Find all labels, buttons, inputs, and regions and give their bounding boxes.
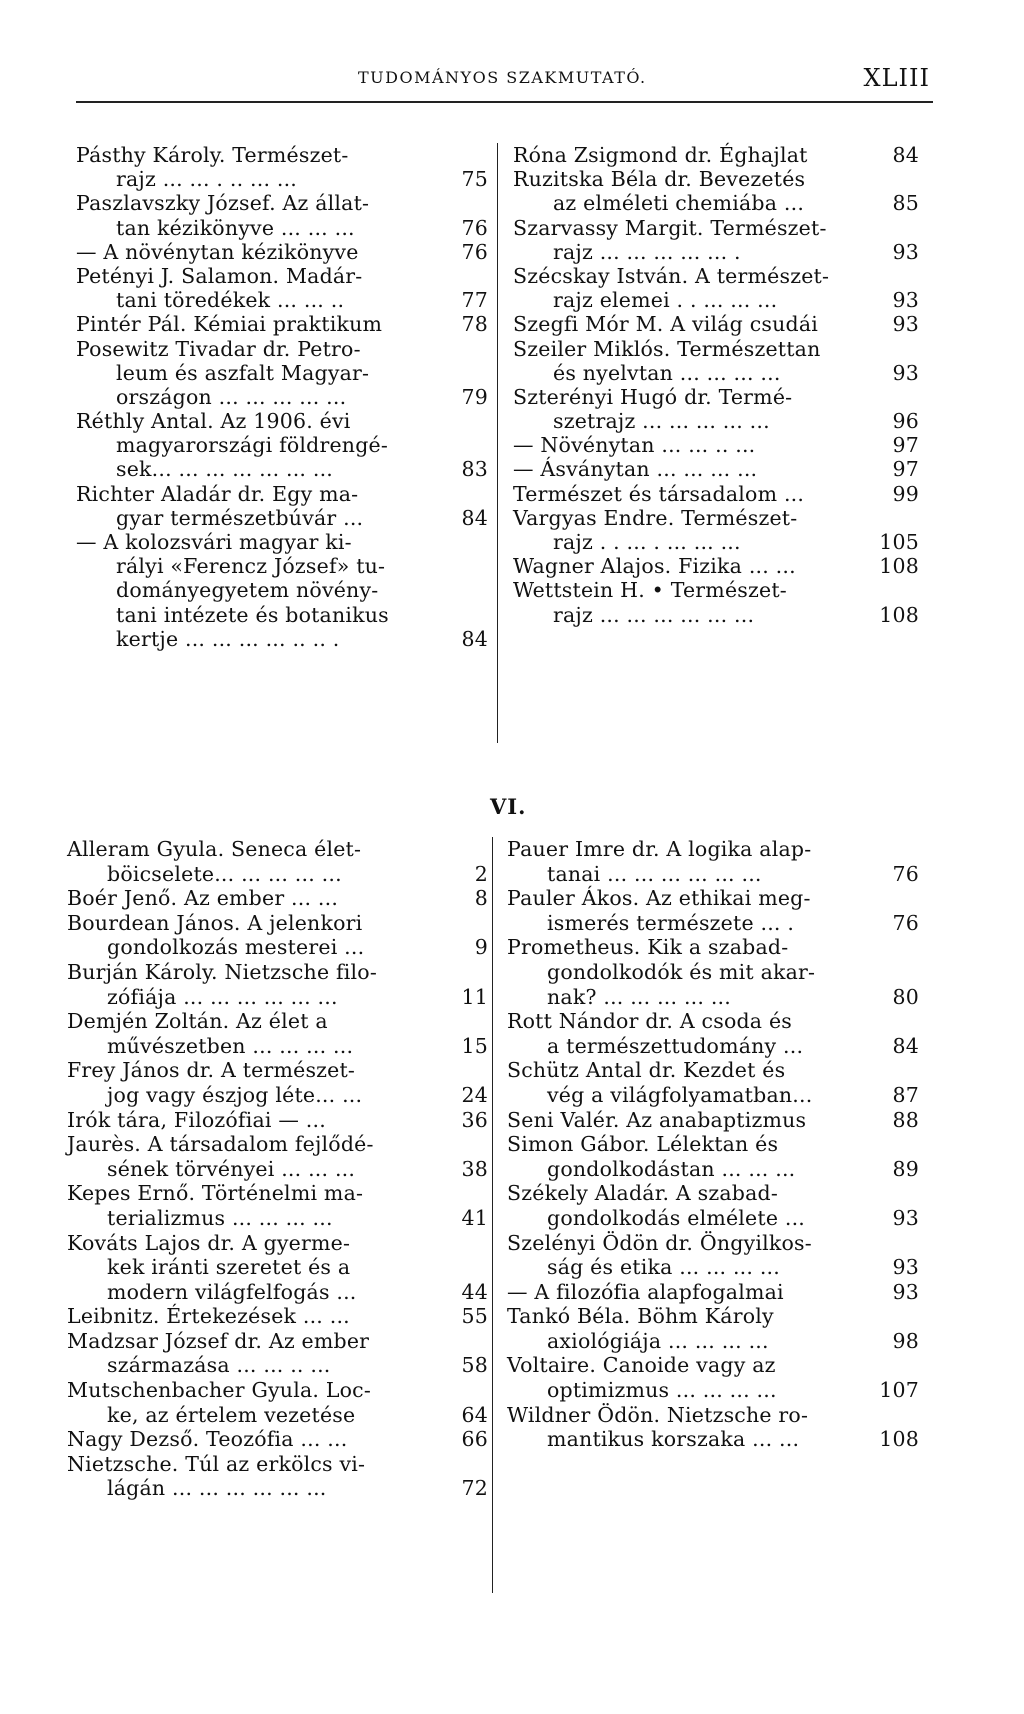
entry-title-line xyxy=(76,264,488,288)
entry-continuation-line xyxy=(513,409,919,433)
entry-text: Richter Aladár dr. Egy ma- xyxy=(76,481,359,506)
entry-text: Szterényi Hugó dr. Termé- xyxy=(513,384,793,409)
entry-page-number: 87 xyxy=(892,1082,919,1107)
entry-title-line xyxy=(67,960,488,985)
entry-page-number: 41 xyxy=(461,1205,488,1230)
entry-text: — Ásványtan ... ... ... ... xyxy=(513,457,758,482)
entry-text: — A filozófia alapfogalmai xyxy=(507,1279,784,1304)
index-column-bottom-right xyxy=(507,837,919,1452)
entry-page-number: 66 xyxy=(461,1427,488,1452)
entry-text: ság és etika ... ... ... ... xyxy=(547,1255,780,1280)
entry-page-number: 84 xyxy=(461,505,488,530)
entry-text: Voltaire. Canoide vagy az xyxy=(507,1353,776,1378)
entry-page-number: 84 xyxy=(461,626,488,651)
entry-text: és nyelvtan ... ... ... ... xyxy=(553,360,781,385)
entry-title-line xyxy=(76,191,488,215)
entry-page-number: 36 xyxy=(461,1107,488,1132)
index-entry xyxy=(513,482,919,506)
index-entry xyxy=(76,482,488,530)
entry-text: — Növénytan ... ... .. ... xyxy=(513,433,756,458)
entry-text: Szegfi Mór M. A világ csudái xyxy=(513,312,819,337)
index-entry xyxy=(67,960,488,1009)
entry-text: rajz ... ... ... ... ... . xyxy=(553,239,741,264)
entry-page-number: 75 xyxy=(461,167,488,192)
entry-continuation-line xyxy=(67,1476,488,1501)
index-entry xyxy=(507,1108,919,1133)
index-entry xyxy=(513,578,919,626)
entry-title-line xyxy=(507,1181,919,1206)
entry-text: kek iránti szeretet és a xyxy=(107,1255,351,1280)
entry-title-line xyxy=(513,216,919,240)
index-entry xyxy=(507,935,919,1009)
entry-page-number: 97 xyxy=(892,457,919,482)
entry-text: Wettstein H. • Természet- xyxy=(513,578,787,603)
entry-page-number: 76 xyxy=(461,215,488,240)
entry-page-number: 58 xyxy=(461,1353,488,1378)
entry-text: Pauler Ákos. Az ethikai meg- xyxy=(507,886,811,911)
entry-text: magyarországi földrengé- xyxy=(116,433,388,458)
entry-page-number: 105 xyxy=(879,530,919,554)
entry-page-number: 97 xyxy=(892,433,919,458)
entry-text: rajz ... ... . .. ... ... xyxy=(116,167,298,192)
entry-title-line xyxy=(76,530,488,554)
page-number: XLIII xyxy=(863,64,930,92)
index-entry xyxy=(76,191,488,239)
index-entry xyxy=(67,1427,488,1452)
index-column-top-left xyxy=(76,143,488,651)
index-entry xyxy=(67,1378,488,1427)
entry-continuation-line xyxy=(67,1353,488,1378)
entry-title-line xyxy=(507,935,919,960)
entry-text: Burján Károly. Nietzsche filo- xyxy=(67,959,377,984)
entry-text: tan kézikönyve ... ... ... xyxy=(116,215,355,240)
entry-page-number: 108 xyxy=(879,554,919,579)
index-entry xyxy=(513,554,919,578)
entry-text: jog vagy észjog léte... ... xyxy=(107,1082,363,1107)
entry-title-line xyxy=(507,1009,919,1034)
entry-continuation-line xyxy=(67,1255,488,1280)
entry-text: Székely Aladár. A szabad- xyxy=(507,1181,778,1206)
entry-page-number: 89 xyxy=(892,1156,919,1181)
entry-continuation-line xyxy=(67,862,488,887)
entry-text: sek... ... ... ... ... ... ... xyxy=(116,457,334,482)
entry-text: Madzsar József dr. Az ember xyxy=(67,1328,370,1353)
column-divider-bottom xyxy=(492,837,493,1593)
entry-page-number: 78 xyxy=(461,312,488,337)
entry-text: gondolkodók és mit akar- xyxy=(547,959,816,984)
entry-text: Seni Valér. Az anabaptizmus xyxy=(507,1107,807,1132)
entry-text: dományegyetem növény- xyxy=(116,578,379,603)
entry-page-number: 76 xyxy=(892,910,919,935)
entry-title-line xyxy=(513,312,919,336)
entry-continuation-line xyxy=(76,578,488,602)
entry-title-line xyxy=(67,1132,488,1157)
entry-text: származása ... ... .. ... xyxy=(107,1353,331,1378)
entry-text: mantikus korszaka ... ... xyxy=(547,1427,800,1452)
entry-title-line xyxy=(513,385,919,409)
entry-continuation-line xyxy=(507,862,919,887)
entry-page-number: 84 xyxy=(892,1033,919,1058)
entry-continuation-line xyxy=(76,627,488,651)
entry-text: Nagy Dezső. Teozófia ... ... xyxy=(67,1427,348,1452)
index-entry xyxy=(513,506,919,554)
entry-title-line xyxy=(513,578,919,602)
entry-text: Simon Gábor. Lélektan és xyxy=(507,1132,779,1157)
entry-continuation-line xyxy=(76,433,488,457)
entry-text: Róna Zsigmond dr. Éghajlat xyxy=(513,143,808,167)
entry-page-number: 2 xyxy=(474,861,488,886)
entry-page-number: 8 xyxy=(474,886,488,911)
index-column-top-right xyxy=(513,143,919,627)
entry-text: Wildner Ödön. Nietzsche ro- xyxy=(507,1402,809,1427)
entry-continuation-line xyxy=(513,530,919,554)
entry-title-line xyxy=(67,1181,488,1206)
entry-text: tani intézete és botanikus xyxy=(116,602,389,627)
entry-text: — A kolozsvári magyar ki- xyxy=(76,530,352,554)
entry-continuation-line xyxy=(507,911,919,936)
entry-title-line xyxy=(507,1403,919,1428)
entry-text: Frey János dr. A természet- xyxy=(67,1058,356,1083)
entry-title-line xyxy=(67,911,488,936)
entry-title-line xyxy=(513,554,919,578)
entry-title-line xyxy=(507,1058,919,1083)
entry-text: a természettudomány ... xyxy=(547,1033,804,1058)
entry-title-line xyxy=(76,240,488,264)
entry-continuation-line xyxy=(67,1157,488,1182)
entry-page-number: 108 xyxy=(879,602,919,627)
entry-title-line xyxy=(76,337,488,361)
entry-text: Kepes Ernő. Történelmi ma- xyxy=(67,1181,364,1206)
entry-title-line xyxy=(507,1304,919,1329)
entry-page-number: 83 xyxy=(461,457,488,482)
entry-title-line xyxy=(76,143,488,167)
entry-page-number: 77 xyxy=(461,288,488,313)
entry-title-line xyxy=(67,1009,488,1034)
entry-title-line xyxy=(513,457,919,481)
entry-continuation-line xyxy=(76,506,488,530)
index-entry xyxy=(76,264,488,312)
entry-text: nak? ... ... ... ... ... xyxy=(547,984,731,1009)
entry-title-line xyxy=(76,482,488,506)
entry-continuation-line xyxy=(507,1034,919,1059)
entry-text: Jaurès. A társadalom fejlődé- xyxy=(67,1132,374,1157)
entry-title-line xyxy=(507,1280,919,1305)
entry-page-number: 93 xyxy=(892,1205,919,1230)
entry-page-number: 55 xyxy=(461,1304,488,1329)
entry-text: kertje ... ... ... ... .. .. . xyxy=(116,626,340,651)
entry-title-line xyxy=(507,1231,919,1256)
entry-continuation-line xyxy=(76,167,488,191)
entry-title-line xyxy=(507,1353,919,1378)
entry-text: Pásthy Károly. Természet- xyxy=(76,143,349,167)
entry-continuation-line xyxy=(67,1034,488,1059)
entry-continuation-line xyxy=(513,240,919,264)
column-divider-top xyxy=(497,143,498,743)
index-entry xyxy=(513,385,919,433)
entry-text: Kováts Lajos dr. A gyerme- xyxy=(67,1230,351,1255)
index-entry xyxy=(76,337,488,410)
entry-title-line xyxy=(513,143,919,167)
entry-text: Pauer Imre dr. A logika alap- xyxy=(507,837,812,861)
entry-page-number: 98 xyxy=(892,1328,919,1353)
entry-page-number: 11 xyxy=(461,984,488,1009)
entry-text: Irók tára, Filozófiai — ... xyxy=(67,1107,326,1132)
entry-continuation-line xyxy=(67,1083,488,1108)
entry-text: Ruzitska Béla dr. Bevezetés xyxy=(513,167,806,192)
entry-continuation-line xyxy=(76,385,488,409)
entry-page-number: 93 xyxy=(892,239,919,264)
entry-text: Alleram Gyula. Seneca élet- xyxy=(67,837,362,861)
entry-title-line xyxy=(67,1378,488,1403)
entry-text: Pintér Pál. Kémiai praktikum xyxy=(76,312,383,337)
entry-page-number: 9 xyxy=(474,935,488,960)
entry-page-number: 76 xyxy=(892,861,919,886)
index-entry xyxy=(513,264,919,312)
index-entry xyxy=(67,1329,488,1378)
entry-continuation-line xyxy=(76,603,488,627)
entry-title-line xyxy=(67,1427,488,1452)
entry-text: tani töredékek ... ... .. xyxy=(116,288,345,313)
entry-text: Természet és társadalom ... xyxy=(513,481,805,506)
entry-text: Schütz Antal dr. Kezdet és xyxy=(507,1058,786,1083)
entry-continuation-line xyxy=(76,361,488,385)
section-heading: VI. xyxy=(490,794,527,819)
entry-text: rajz elemei . . ... ... ... xyxy=(553,288,778,313)
entry-text: ismerés természete ... . xyxy=(547,910,795,935)
index-entry xyxy=(507,1132,919,1181)
index-column-bottom-left xyxy=(67,837,488,1501)
entry-title-line xyxy=(67,1108,488,1133)
entry-continuation-line xyxy=(67,1280,488,1305)
entry-continuation-line xyxy=(507,1329,919,1354)
entry-text: ke, az értelem vezetése xyxy=(107,1402,356,1427)
entry-text: Posewitz Tivadar dr. Petro- xyxy=(76,336,361,361)
entry-continuation-line xyxy=(76,216,488,240)
entry-text: sének törvényei ... ... ... xyxy=(107,1156,356,1181)
entry-title-line xyxy=(513,506,919,530)
index-entry xyxy=(507,1058,919,1107)
entry-page-number: 44 xyxy=(461,1279,488,1304)
entry-page-number: 80 xyxy=(892,984,919,1009)
index-entry xyxy=(67,1304,488,1329)
entry-text: Réthly Antal. Az 1906. évi xyxy=(76,409,351,434)
index-entry xyxy=(76,409,488,482)
entry-title-line xyxy=(76,409,488,433)
entry-continuation-line xyxy=(67,1403,488,1428)
entry-text: rajz ... ... ... ... ... ... xyxy=(553,602,755,627)
entry-text: Boér Jenő. Az ember ... ... xyxy=(67,886,339,911)
index-entry xyxy=(67,886,488,911)
index-entry xyxy=(67,1452,488,1501)
entry-title-line xyxy=(507,1132,919,1157)
index-entry xyxy=(76,240,488,264)
entry-title-line xyxy=(76,312,488,336)
entry-title-line xyxy=(507,1108,919,1133)
entry-text: Wagner Alajos. Fizika ... ... xyxy=(513,554,796,579)
entry-text: gondolkodástan ... ... ... xyxy=(547,1156,796,1181)
entry-continuation-line xyxy=(67,985,488,1010)
running-title: TUDOMÁNYOS SZAKMUTATÓ. xyxy=(358,68,647,87)
index-entry xyxy=(513,457,919,481)
entry-continuation-line xyxy=(513,288,919,312)
entry-page-number: 24 xyxy=(461,1082,488,1107)
index-entry xyxy=(513,167,919,215)
entry-text: zófiája ... ... ... ... ... ... xyxy=(107,984,338,1009)
entry-page-number: 88 xyxy=(892,1107,919,1132)
entry-title-line xyxy=(513,264,919,288)
index-entry xyxy=(67,1181,488,1230)
entry-text: modern világfelfogás ... xyxy=(107,1279,357,1304)
entry-continuation-line xyxy=(513,191,919,215)
page-header xyxy=(76,64,934,92)
index-entry xyxy=(76,312,488,336)
index-entry xyxy=(67,1132,488,1181)
entry-text: Nietzsche. Túl az erkölcs vi- xyxy=(67,1451,366,1476)
index-entry xyxy=(513,312,919,336)
entry-title-line xyxy=(67,1231,488,1256)
index-entry xyxy=(67,911,488,960)
index-entry xyxy=(507,1280,919,1305)
entry-text: Szelényi Ödön dr. Öngyilkos- xyxy=(507,1230,812,1255)
entry-text: országon ... ... ... ... ... xyxy=(116,384,347,409)
entry-page-number: 93 xyxy=(892,312,919,337)
entry-page-number: 38 xyxy=(461,1156,488,1181)
entry-title-line xyxy=(507,837,919,862)
index-entry xyxy=(507,1231,919,1280)
index-entry xyxy=(507,1181,919,1230)
entry-page-number: 84 xyxy=(892,143,919,167)
entry-text: Szécskay István. A természet- xyxy=(513,263,830,288)
entry-page-number: 93 xyxy=(892,1255,919,1280)
entry-page-number: 96 xyxy=(892,409,919,434)
index-entry xyxy=(513,216,919,264)
index-entry xyxy=(507,837,919,886)
entry-continuation-line xyxy=(67,935,488,960)
entry-continuation-line xyxy=(507,1206,919,1231)
entry-text: Paszlavszky József. Az állat- xyxy=(76,191,370,216)
index-entry xyxy=(76,530,488,651)
entry-page-number: 64 xyxy=(461,1402,488,1427)
entry-title-line xyxy=(67,1452,488,1477)
index-entry xyxy=(67,1009,488,1058)
entry-text: gondolkozás mesterei ... xyxy=(107,935,365,960)
index-entry xyxy=(67,1231,488,1305)
entry-continuation-line xyxy=(507,1378,919,1403)
entry-page-number: 72 xyxy=(461,1476,488,1501)
entry-text: Demjén Zoltán. Az élet a xyxy=(67,1009,328,1034)
entry-continuation-line xyxy=(507,1157,919,1182)
index-entry xyxy=(507,1009,919,1058)
entry-title-line xyxy=(67,1304,488,1329)
entry-text: optimizmus ... ... ... ... xyxy=(547,1378,777,1403)
entry-title-line xyxy=(507,886,919,911)
entry-text: vég a világfolyamatban... xyxy=(547,1082,813,1107)
entry-text: Petényi J. Salamon. Madár- xyxy=(76,263,363,288)
entry-text: Leibnitz. Értekezések ... ... xyxy=(67,1304,350,1329)
entry-text: Rott Nándor dr. A csoda és xyxy=(507,1009,792,1034)
entry-text: rályi «Ferencz József» tu- xyxy=(116,554,386,579)
entry-page-number: 93 xyxy=(892,360,919,385)
entry-text: Vargyas Endre. Természet- xyxy=(513,505,798,530)
entry-continuation-line xyxy=(507,1427,919,1452)
entry-page-number: 99 xyxy=(892,481,919,506)
entry-text: lágán ... ... ... ... ... ... xyxy=(107,1476,327,1501)
entry-text: axiológiája ... ... ... ... xyxy=(547,1328,769,1353)
index-entry xyxy=(507,886,919,935)
entry-title-line xyxy=(67,886,488,911)
entry-continuation-line xyxy=(76,288,488,312)
entry-text: Szarvassy Margit. Természet- xyxy=(513,215,827,240)
index-entry xyxy=(507,1304,919,1353)
entry-continuation-line xyxy=(513,361,919,385)
entry-text: Bourdean János. A jelenkori xyxy=(67,910,363,935)
entry-continuation-line xyxy=(507,1083,919,1108)
entry-title-line xyxy=(513,167,919,191)
index-entry xyxy=(76,143,488,191)
entry-page-number: 108 xyxy=(879,1427,919,1452)
entry-text: leum és aszfalt Magyar- xyxy=(116,360,370,385)
entry-title-line xyxy=(513,482,919,506)
entry-text: Prometheus. Kik a szabad- xyxy=(507,935,789,960)
entry-title-line xyxy=(513,433,919,457)
entry-page-number: 15 xyxy=(461,1033,488,1058)
entry-continuation-line xyxy=(76,554,488,578)
entry-text: Tankó Béla. Böhm Károly xyxy=(507,1304,774,1329)
index-entry xyxy=(513,433,919,457)
entry-text: Mutschenbacher Gyula. Loc- xyxy=(67,1378,371,1403)
entry-text: gyar természetbúvár ... xyxy=(116,505,364,530)
entry-continuation-line xyxy=(513,603,919,627)
entry-page-number: 93 xyxy=(892,288,919,313)
entry-page-number: 79 xyxy=(461,384,488,409)
entry-continuation-line xyxy=(76,457,488,481)
index-entry xyxy=(67,1108,488,1133)
entry-text: terializmus ... ... ... ... xyxy=(107,1205,333,1230)
entry-text: böicselete... ... ... ... ... xyxy=(107,861,342,886)
entry-title-line xyxy=(513,337,919,361)
entry-text: művészetben ... ... ... ... xyxy=(107,1033,354,1058)
entry-text: tanai ... ... ... ... ... ... xyxy=(547,861,762,886)
entry-continuation-line xyxy=(507,985,919,1010)
index-entry xyxy=(507,1403,919,1452)
header-rule xyxy=(76,101,933,103)
entry-text: — A növénytan kézikönyve xyxy=(76,239,359,264)
index-entry xyxy=(67,1058,488,1107)
index-entry xyxy=(507,1353,919,1402)
entry-page-number: 93 xyxy=(892,1279,919,1304)
entry-page-number: 85 xyxy=(892,191,919,216)
entry-text: szetrajz ... ... ... ... ... xyxy=(553,409,770,434)
index-entry xyxy=(67,837,488,886)
entry-text: gondolkodás elmélete ... xyxy=(547,1205,806,1230)
entry-continuation-line xyxy=(507,1255,919,1280)
entry-title-line xyxy=(67,837,488,862)
entry-continuation-line xyxy=(507,960,919,985)
entry-text: rajz . . ... . ... ... ... xyxy=(553,530,741,554)
entry-text: az elméleti chemiába ... xyxy=(553,191,805,216)
entry-page-number: 107 xyxy=(879,1378,919,1403)
index-entry xyxy=(513,143,919,167)
entry-title-line xyxy=(67,1058,488,1083)
entry-page-number: 76 xyxy=(461,239,488,264)
entry-continuation-line xyxy=(67,1206,488,1231)
entry-title-line xyxy=(67,1329,488,1354)
entry-text: Szeiler Miklós. Természettan xyxy=(513,336,821,361)
index-entry xyxy=(513,337,919,385)
